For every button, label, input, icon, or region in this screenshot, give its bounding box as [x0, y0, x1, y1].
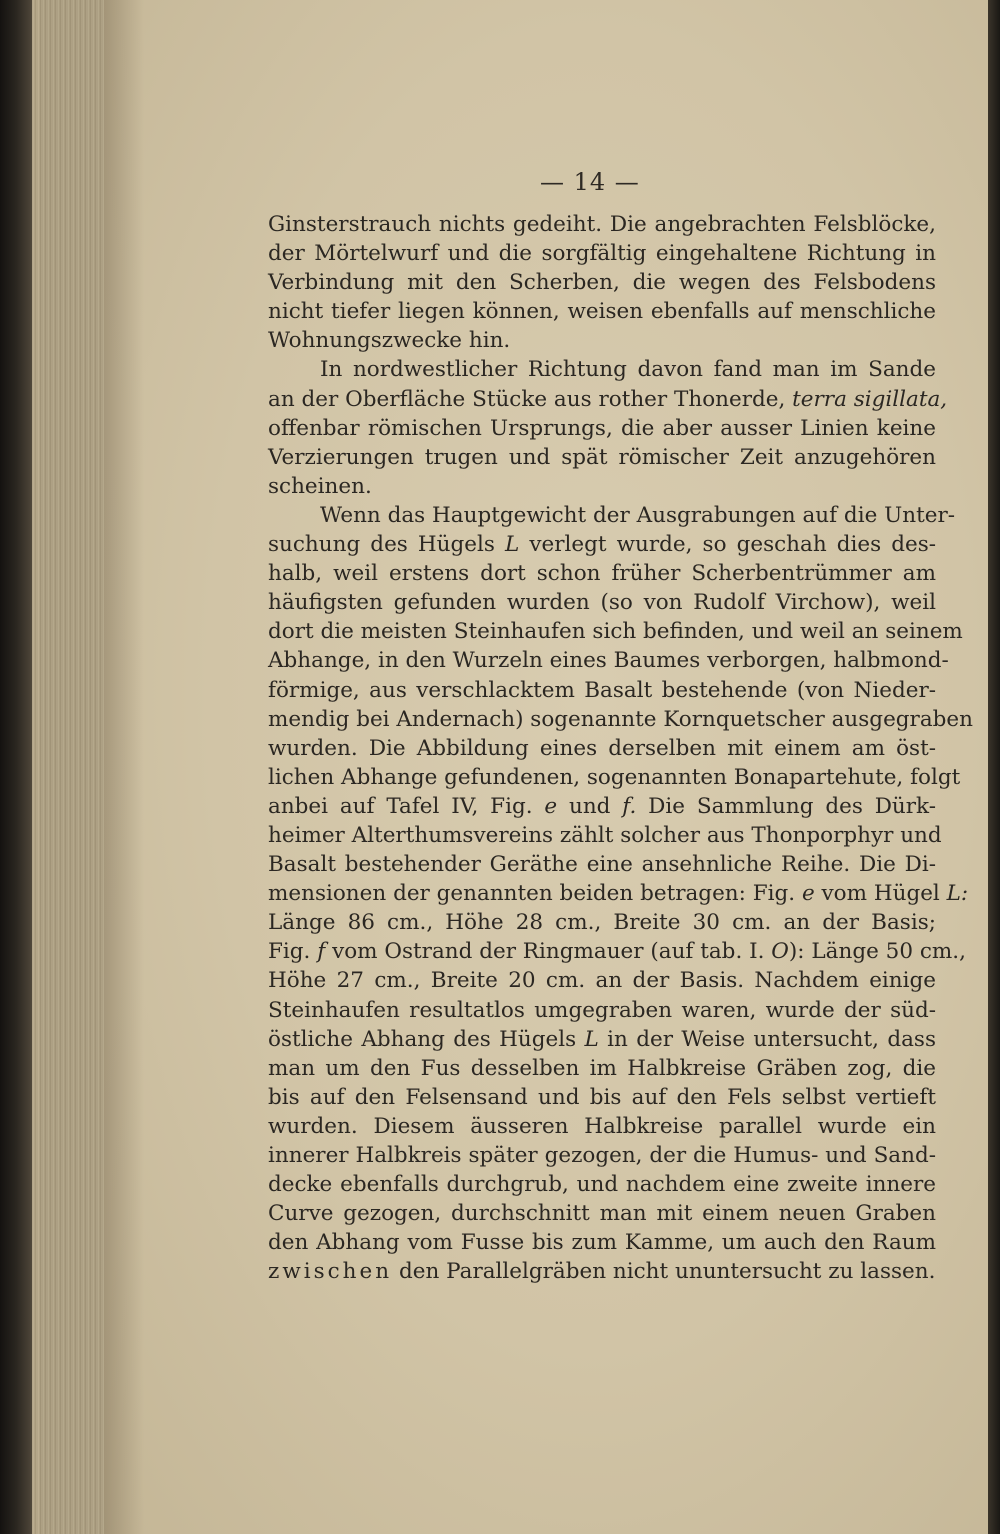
- text-line: dort die meisten Steinhaufen sich befinden, und weil an seinem: [268, 619, 963, 645]
- text-segment: anbei auf Tafel IV, Fig.: [268, 793, 533, 819]
- text-line: wurden. Die Abbildung eines derselben mit einem am öst-: [268, 735, 936, 761]
- text-line: [268, 385, 948, 414]
- text-line: Basalt bestehender Geräthe eine ansehnliche Reihe. Die Di-: [268, 852, 936, 878]
- text-line: offenbar römischen Ursprungs, die aber ausser Linien keine: [268, 415, 936, 441]
- text-line: Verzierungen trugen und spät römischer Zeit anzugehören: [268, 444, 936, 470]
- text-segment: ): Länge 50 cm.,: [788, 939, 966, 965]
- italic-letter: L:: [946, 881, 969, 907]
- text-line: Verbindung mit den Scherben, die wegen des Felsbodens: [268, 270, 936, 296]
- italic-letter: L: [505, 532, 520, 558]
- text-line: [268, 1025, 936, 1054]
- right-edge: [988, 0, 1000, 1534]
- text-line: [268, 530, 936, 559]
- italic-letter: f.: [622, 793, 637, 819]
- text-segment: den Parallelgräben nicht ununtersucht zu lassen.: [398, 1259, 936, 1285]
- italic-term: terra sigillata,: [792, 386, 948, 412]
- gutter-shadow: [104, 0, 144, 1534]
- text-line: Curve gezogen, durchschnitt man mit einem neuen Graben: [268, 1201, 936, 1227]
- text-line: nicht tiefer liegen können, weisen ebenfalls auf menschliche: [268, 299, 936, 325]
- text-line: förmige, aus verschlacktem Basalt bestehende (von Nieder-: [268, 677, 936, 703]
- text-line: Steinhaufen resultatlos umgegraben waren, wurde der süd-: [268, 997, 936, 1023]
- page-edges: [32, 0, 112, 1534]
- text-line: Wohnungszwecke hin.: [268, 328, 511, 354]
- text-segment: Fig.: [268, 939, 311, 965]
- text-line: häufigsten gefunden wurden (so von Rudolf Virchow), weil: [268, 590, 936, 616]
- text-line: scheinen.: [268, 473, 372, 499]
- text-line: [268, 879, 969, 908]
- text-line: mendig bei Andernach) sogenannte Kornquetscher ausgegraben: [268, 706, 973, 732]
- text-line: Höhe 27 cm., Breite 20 cm. an der Basis. Nachdem einige: [268, 968, 936, 994]
- text-line: Ginsterstrauch nichts gedeiht. Die angebrachten Felsblöcke,: [268, 212, 936, 237]
- text-line: wurden. Diesem äusseren Halbkreise parallel wurde ein: [268, 1113, 936, 1139]
- text-segment: vom Ostrand der Ringmauer (auf tab. I.: [332, 939, 765, 965]
- text-segment: verlegt wurde, so geschah dies des-: [529, 532, 937, 558]
- text-line: innerer Halbkreis später gezogen, der die Humus- und Sand-: [268, 1143, 936, 1168]
- text-line: lichen Abhange gefundenen, sogenannten Bonapartehute, folgt: [268, 764, 961, 790]
- text-line: decke ebenfalls durchgrub, und nachdem eine zweite innere: [268, 1172, 936, 1198]
- text-line: [268, 1257, 936, 1286]
- text-segment: östliche Abhang des Hügels: [268, 1026, 577, 1052]
- italic-letter: L: [584, 1026, 599, 1052]
- text-segment: vom Hügel: [821, 881, 940, 907]
- italic-letter: f: [317, 939, 326, 965]
- text-line: halb, weil erstens dort schon früher Scherbentrümmer am: [268, 561, 936, 587]
- text-line: der Mörtelwurf und die sorgfältig eingehaltene Richtung in: [268, 241, 936, 267]
- italic-letter: O: [771, 939, 789, 965]
- text-line: In nordwestlicher Richtung davon fand man im Sande: [320, 357, 936, 383]
- text-segment: und: [568, 793, 611, 819]
- text-line: den Abhang vom Fusse bis zum Kamme, um auch den Raum: [268, 1230, 936, 1256]
- page-number: — 14 —: [540, 168, 640, 196]
- text-line: [268, 792, 936, 821]
- text-line: heimer Alterthumsvereins zählt solcher aus Thonporphyr und: [268, 822, 942, 848]
- italic-letter: e: [544, 793, 558, 819]
- text-segment: Die Sammlung des Dürk-: [648, 793, 936, 819]
- text-segment: in der Weise untersucht, dass: [607, 1026, 936, 1052]
- text-line: Wenn das Hauptgewicht der Ausgrabungen auf die Unter-: [320, 502, 956, 528]
- spaced-word: zwischen: [268, 1259, 393, 1285]
- text-line: bis auf den Felsensand und bis auf den Fels selbst vertieft: [268, 1084, 936, 1110]
- text-line: [268, 937, 966, 966]
- text-segment: mensionen der genannten beiden betragen: Fig.: [268, 881, 796, 907]
- text-line: man um den Fus desselben im Halbkreise Gräben zog, die: [268, 1055, 936, 1081]
- italic-letter: e: [801, 881, 815, 907]
- text-segment: an der Oberfläche Stücke aus rother Thonerde,: [268, 386, 786, 412]
- text-line: Länge 86 cm., Höhe 28 cm., Breite 30 cm. an der Basis;: [268, 910, 936, 936]
- text-segment: suchung des Hügels: [268, 532, 495, 558]
- text-line: Abhange, in den Wurzeln eines Baumes verborgen, halbmond-: [268, 648, 949, 674]
- body-text: [268, 210, 973, 1286]
